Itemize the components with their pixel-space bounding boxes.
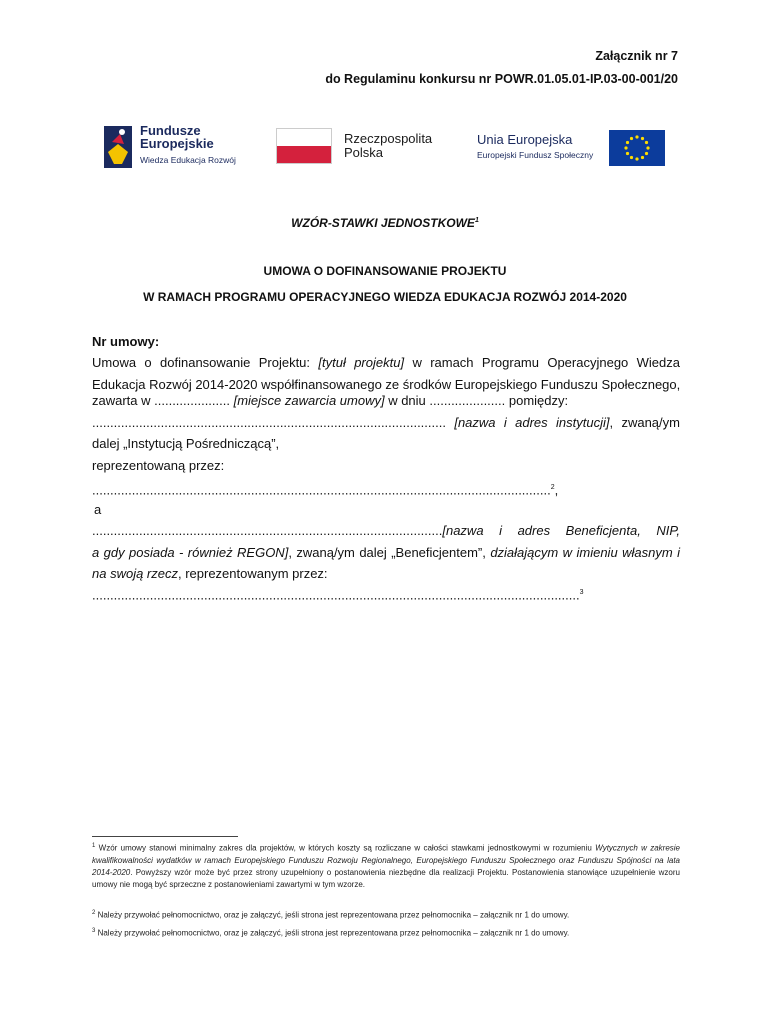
body-line-11: na swoją rzecz, reprezentowanym przez:: [92, 566, 328, 581]
fundusze-europejskie-logo: [100, 120, 250, 175]
program-title: W RAMACH PROGRAMU OPERACYJNEGO WIEDZA EDUKACJA ROZWÓJ 2014-2020: [143, 290, 627, 304]
body-line-12: .......................................................................................................................................$^3$: [92, 587, 584, 603]
footnote-separator: [92, 836, 238, 837]
agreement-number-label: Nr umowy:: [92, 334, 160, 349]
rzeczpospolita-polska-logo: [276, 128, 451, 168]
rp-title-2: Polska: [344, 145, 384, 160]
attachment-number: Załącznik nr 7: [595, 49, 678, 63]
ue-subtitle: Europejski Fundusz Społeczny: [477, 150, 594, 160]
footnote-3: $^3$ Należy przywołać pełnomocnictwo, oraz je załączyć, jeśli strona jest reprezentowana przez pełnomocnika – załącznik nr 1 do umowy.: [92, 928, 570, 938]
rp-title-1: Rzeczpospolita: [344, 131, 433, 146]
regulation-reference: do Regulaminu konkursu nr POWR.01.05.01-IP.03-00-001/20: [325, 72, 678, 86]
body-line-10: a gdy posiada - również REGON], zwaną/ym dalej „Beneficjentem”, działającym w imieniu własnym i: [92, 545, 680, 560]
fe-title-1: Fundusze: [140, 123, 201, 138]
body-line-9: .................................................................................................[nazwa i adres Beneficjenta, NIP,: [92, 523, 680, 538]
body-line-8: a: [94, 502, 102, 517]
unia-europejska-logo: [477, 130, 667, 170]
footnote-1: $^1$ Wzór umowy stanowi minimalny zakres dla projektów, w których koszty są rozliczane w całości stawkami jednostkowymi w rozumieniu Wytycznych w zakresie kwalifikowalności wydatków w ramach Europejskiego Funduszu Rozwoju Regionalnego, Europejskiego Funduszu Społecznego oraz Funduszu Spójności na lata 2014-2020. Powyższy wzór może być przez strony uzupełniony o postanowienia niezbędne dla realizacji Projektu. Postanowienia stanowiące uzupełnienie wzoru umowy nie mogą być sprzeczne z postanowieniami zawartymi w tym wzorze.: [92, 843, 681, 889]
fe-subtitle: Wiedza Edukacja Rozwój: [140, 155, 236, 165]
footnote-ref-3: 3: [579, 589, 584, 596]
eu-flag-icon: [609, 130, 665, 166]
body-line-2: Edukacja Rozwój 2014-2020 współfinansowanego ze środków Europejskiego Funduszu Społecznego,: [92, 377, 681, 392]
body-line-7: ...............................................................................................................................$^2$,: [92, 482, 559, 498]
agreement-title: UMOWA O DOFINANSOWANIE PROJEKTU: [263, 264, 507, 278]
body-line-5: dalej „Instytucją Pośredniczącą”,: [92, 436, 280, 451]
ue-title: Unia Europejska: [477, 132, 573, 147]
body-line-3: zawarta w ..................... [miejsce zawarcia umowy] w dniu ..................... pomiędzy:: [92, 393, 569, 408]
footnote-2: $^2$ Należy przywołać pełnomocnictwo, oraz je załączyć, jeśli strona jest reprezentowana przez pełnomocnika – załącznik nr 1 do umowy.: [92, 910, 570, 920]
body-line-4: .................................................................................................. [nazwa i adres instytucji], zwaną/ym: [92, 415, 680, 430]
footnote-ref-1: 1: [474, 217, 479, 224]
footnote-ref-2: 2: [550, 484, 555, 491]
document-type-title: WZÓR-STAWKI JEDNOSTKOWE$^1$: [291, 216, 479, 230]
polish-flag-icon: [276, 128, 332, 164]
fe-title-2: Europejskie: [140, 136, 214, 151]
body-line-6: reprezentowaną przez:: [92, 458, 225, 473]
fe-star-icon: [100, 122, 136, 172]
body-line-1: Umowa o dofinansowanie Projektu: [tytuł projektu] w ramach Programu Operacyjnego Wiedza: [92, 355, 680, 370]
logo-bar: [100, 120, 670, 180]
